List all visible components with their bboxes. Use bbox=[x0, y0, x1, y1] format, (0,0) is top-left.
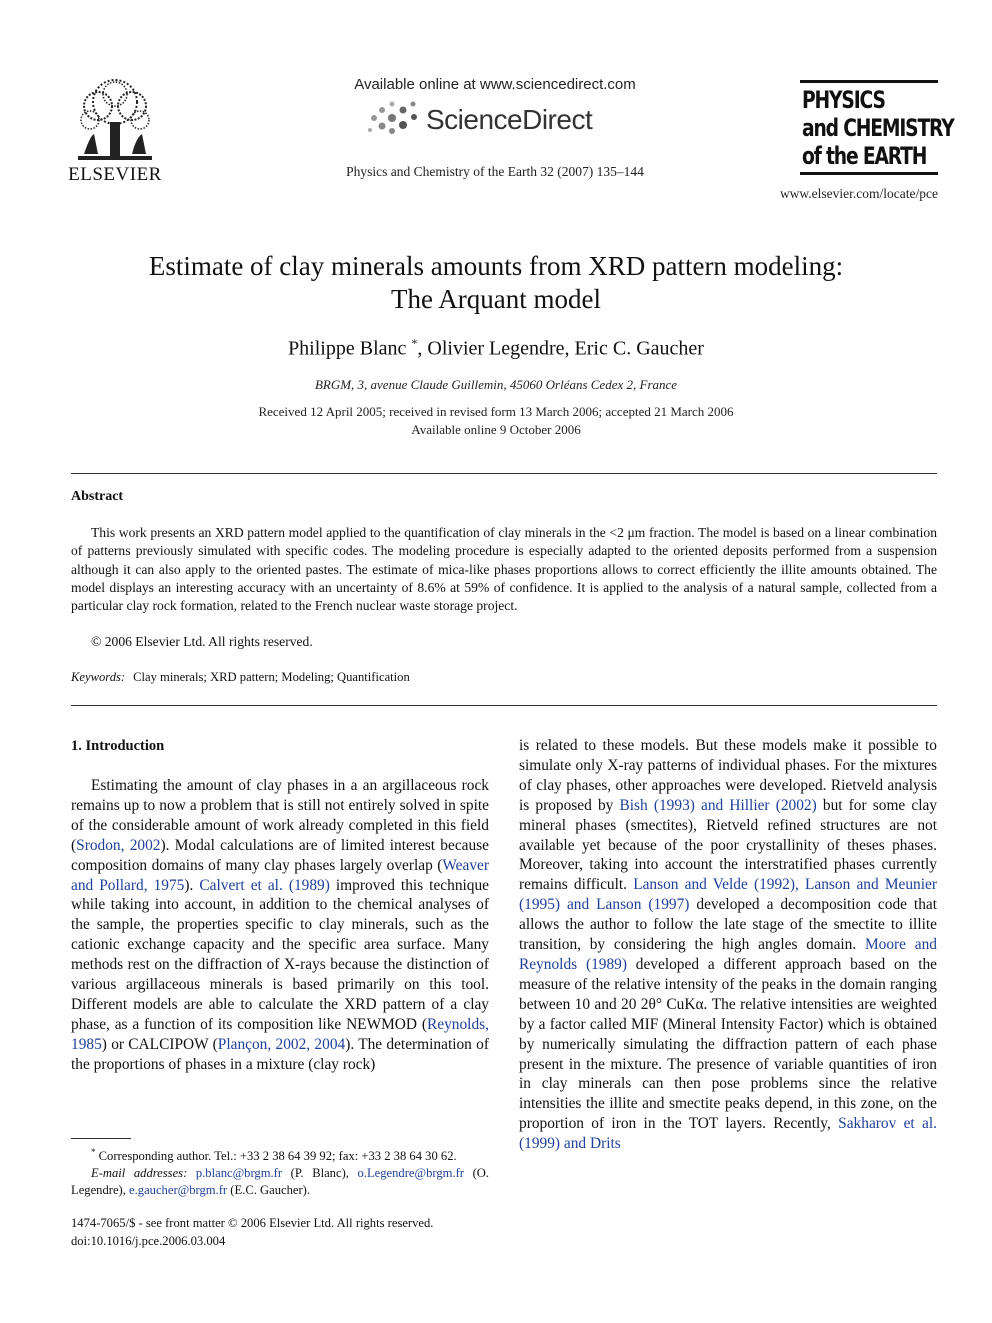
email-link[interactable]: e.gaucher@brgm.fr bbox=[129, 1183, 228, 1198]
available-online-text: Available online at www.sciencedirect.com bbox=[354, 76, 636, 93]
title-line: Estimate of clay minerals amounts from XRD pattern modeling: bbox=[148, 251, 844, 281]
body-text: improved this technique while taking into account, in addition to the chemical analyses of the sample, the properties specific to clay minerals, such as the cationic exchange capacity and the specific area surface. Many methods rest on the diffraction of X-rays because the distinction of various argillaceous minerals is based primarily on this tool. Different models are able to calculate the XRD pattern of a clay phase, as a function of its composition like NEWMOD ( bbox=[71, 876, 490, 1033]
author-names-rest: , Olivier Legendre, Eric C. Gaucher bbox=[417, 337, 704, 360]
journal-logo-text bbox=[802, 86, 954, 170]
body-text: ) or CALCIPOW ( bbox=[101, 1035, 218, 1053]
footnote bbox=[71, 1144, 489, 1199]
citation-link[interactable]: Srodon, 2002 bbox=[76, 836, 161, 854]
body-text: Estimating the amount of clay phases in a an argillaceous rock remains up to now a problem that is still not entirely solved in spite of the considerable amount of work already completed in this field ( bbox=[71, 777, 489, 854]
section-heading: 1. Introduction bbox=[71, 738, 165, 754]
keywords-label: Keywords: bbox=[71, 670, 126, 684]
journal-logo-line: PHYSICS bbox=[802, 86, 885, 114]
citation-link[interactable]: Plançon, 2002, 2004 bbox=[217, 1035, 346, 1053]
body-column-left bbox=[71, 776, 489, 1075]
issn-line: 1474-7065/$ - see front matter © 2006 Elsevier Ltd. All rights reserved. bbox=[71, 1216, 434, 1230]
footnote-mark: * bbox=[91, 1147, 96, 1157]
abstract-copyright: © 2006 Elsevier Ltd. All rights reserved. bbox=[91, 634, 313, 649]
keywords bbox=[71, 670, 410, 685]
email-owner: (E.C. Gaucher). bbox=[227, 1183, 311, 1198]
journal-logo-line: and CHEMISTRY bbox=[802, 114, 954, 142]
footnote-rule bbox=[71, 1138, 131, 1139]
doi-line[interactable]: doi:10.1016/j.pce.2006.03.004 bbox=[71, 1234, 226, 1248]
email-label: E-mail addresses: bbox=[91, 1166, 188, 1181]
publisher-name: ELSEVIER bbox=[68, 164, 162, 185]
sciencedirect-dots-icon bbox=[366, 100, 422, 136]
journal-logo-line: of the EARTH bbox=[802, 142, 927, 170]
body-text: is related to these models. But these models make it possible to simulate only X-ray patterns of individual phases. For the mixtures of clay phases, other approaches were developed. Rietveld analysis is proposed by bbox=[519, 737, 937, 814]
issn-block bbox=[71, 1214, 501, 1250]
divider bbox=[71, 705, 937, 706]
body-text: ). bbox=[184, 876, 200, 894]
journal-reference: Physics and Chemistry of the Earth 32 (2007) 135–144 bbox=[346, 164, 644, 179]
citation-link[interactable]: Moore and Reynolds (1989) bbox=[519, 936, 937, 973]
email-owner: (P. Blanc), bbox=[282, 1166, 358, 1181]
journal-url[interactable]: www.elsevier.com/locate/pce bbox=[779, 186, 938, 201]
keywords-list: Clay minerals; XRD pattern; Modeling; Quantification bbox=[133, 670, 410, 684]
article-dates bbox=[60, 403, 932, 439]
corresponding-author-mark[interactable]: * bbox=[411, 336, 418, 350]
body-text: developed a different approach based on the measure of the relative intensity of the peaks in the domain ranging between 10 and 20 2θ° CuKα. The relative intensities are weighted by a factor called MIF (Mineral Intensity Factor) which is obtained by numerically simulating the diffraction pattern of each phase present in the mixture. The presence of variable quantities of iron in clay minerals can then pose problems since the relative intensities the illite and smectite peaks depend, in this zone, on the proportion of iron in the TOT layers. Recently, bbox=[519, 955, 937, 1133]
citation-link[interactable]: Reynolds, 1985 bbox=[71, 1015, 489, 1053]
author-name[interactable]: Philippe Blanc bbox=[288, 337, 407, 360]
citation-link[interactable]: Weaver and Pollard, 1975 bbox=[71, 856, 489, 894]
email-owner: (O. Legendre), bbox=[71, 1166, 490, 1198]
divider bbox=[71, 473, 937, 474]
article-title bbox=[60, 250, 932, 316]
body-text: developed a decomposition code that allows the author to follow the late stage of the smectite to illite transition, by considering the high angles domain. bbox=[519, 896, 937, 954]
body-text: ). Modal calculations are of limited interest because composition domains of many clay phases largely overlap ( bbox=[71, 836, 489, 874]
body-text: ). The determination of the proportions of phases in a mixture (clay rock) bbox=[71, 1035, 489, 1073]
citation-link[interactable]: Lanson and Velde (1992), Lanson and Meunier (1995) and Lanson (1997) bbox=[519, 876, 937, 914]
body-text: but for some clay mineral phases (smectites), Rietveld refined structures are not available yet because of the poor crystallinity of theses phases. Moreover, taking into account the interstratified phases currently remains difficult. bbox=[519, 796, 938, 894]
sciencedirect-logo bbox=[366, 98, 606, 140]
received-dates: Received 12 April 2005; received in revised form 13 March 2006; accepted 21 March 2006 bbox=[258, 404, 734, 419]
abstract-text: This work presents an XRD pattern model applied to the quantification of clay minerals in the <2 μm fraction. The model is based on a linear combination of patterns previously simulated with specific codes. The modeling procedure is especially adapted to the oriented deposits performed from a suspension although it can also apply to the oriented pastes. The estimate of mica-like phases proportions allows to correct efficiently the illite amounts obtained. The model displays an interesting accuracy with an uncertainty of 8.6% at 59% of confidence. It is applied to the analysis of a natural sample, collected from a particular clay rock formation, related to the French nuclear waste storage project. bbox=[71, 525, 937, 614]
available-date: Available online 9 October 2006 bbox=[411, 422, 581, 437]
citation-link[interactable]: Calvert et al. (1989) bbox=[199, 876, 330, 894]
author-list bbox=[60, 336, 932, 361]
citation-link[interactable]: Sakharov et al. (1999) and Drits bbox=[519, 1115, 937, 1153]
title-line: The Arquant model bbox=[391, 284, 601, 314]
citation-link[interactable]: Bish (1993) and Hillier (2002) bbox=[619, 796, 817, 814]
journal-logo-rule-top bbox=[800, 80, 938, 83]
email-link[interactable]: p.blanc@brgm.fr bbox=[195, 1166, 283, 1181]
journal-logo bbox=[800, 80, 954, 180]
affiliation: BRGM, 3, avenue Claude Guillemin, 45060 Orléans Cedex 2, France bbox=[314, 377, 678, 392]
footnote-contact: Corresponding author. Tel.: +33 2 38 64 39 92; fax: +33 2 38 64 30 62. bbox=[98, 1149, 457, 1164]
journal-logo-rule-bottom bbox=[800, 172, 938, 175]
elsevier-tree-icon bbox=[70, 76, 160, 162]
body-column-right bbox=[519, 736, 937, 1154]
sciencedirect-wordmark: ScienceDirect bbox=[426, 104, 593, 135]
email-link[interactable]: o.Legendre@brgm.fr bbox=[357, 1166, 464, 1181]
elsevier-logo bbox=[66, 76, 164, 186]
footnote-emails bbox=[71, 1165, 489, 1199]
footnote-corresponding bbox=[71, 1144, 489, 1165]
abstract-heading: Abstract bbox=[71, 489, 124, 504]
